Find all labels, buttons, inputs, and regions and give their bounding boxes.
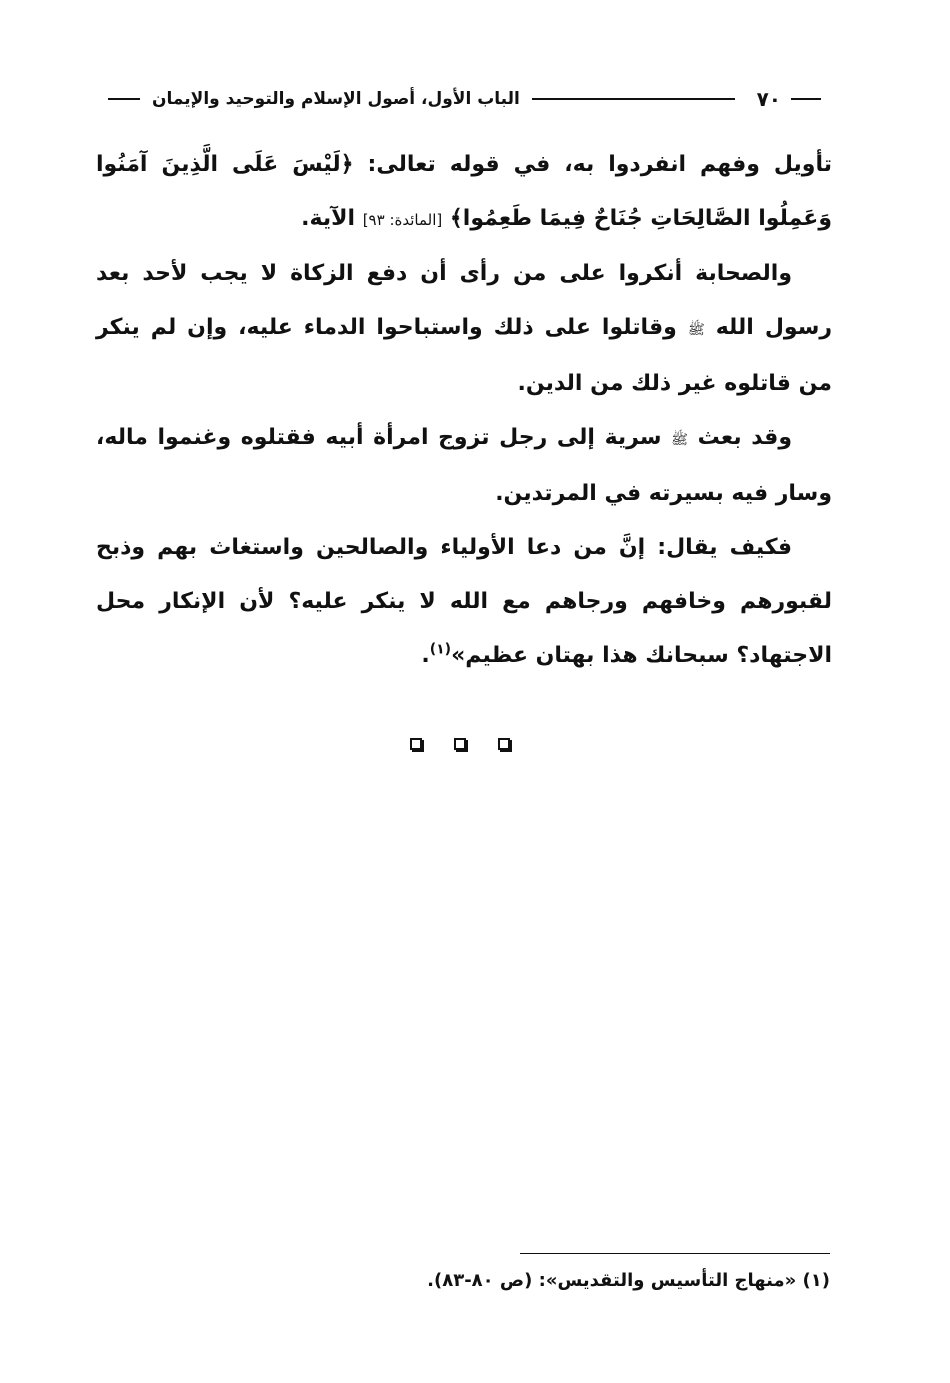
paragraph-3-part2: سرية إلى رجل تزوج امرأة أبيه فقتلوه وغنموا ماله، وسار فيه بسيرته في المرتدين.	[96, 425, 832, 506]
footnote-marker: (١)	[429, 641, 452, 658]
paragraph-1	[96, 138, 832, 247]
paragraph-3-part1: وقد بعث	[697, 425, 792, 450]
paragraph-2-part2: وقاتلوا على ذلك واستباحوا الدماء عليه، وإن لم ينكر من قاتلوه غير ذلك من الدين.	[96, 315, 832, 396]
running-title: الباب الأول، أصول الإسلام والتوحيد والإيمان	[152, 89, 520, 109]
quran-reference: [المائدة: ٩٣]	[362, 211, 443, 229]
footnote	[96, 1266, 830, 1296]
header-rule	[532, 98, 735, 100]
paragraph-1-tail: الآية.	[301, 206, 356, 231]
paragraph-2	[96, 247, 832, 411]
footnote-text: (١) «منهاج التأسيس والتقديس»: (ص ٨٠-٨٣).	[427, 1270, 830, 1291]
honorific-symbol: ﷺ	[687, 322, 705, 338]
header-dash-left	[108, 98, 140, 100]
separator-box-icon	[454, 738, 466, 750]
page-header	[96, 84, 831, 114]
paragraph-3	[96, 411, 832, 521]
section-separator	[410, 738, 510, 754]
page-number: ٧٠	[756, 87, 781, 111]
paragraph-2-part1: والصحابة أنكروا على من رأى أن دفع الزكاة لا يجب لأحد بعد رسول الله	[96, 261, 832, 340]
paragraph-1-text: تأويل وفهم انفردوا به، في قوله تعالى: ﴿لَيْسَ عَلَى الَّذِينَ آمَنُوا وَعَمِلُوا الصَّالِحَاتِ جُنَاحٌ فِيمَا طَعِمُوا﴾	[96, 152, 832, 231]
separator-box-icon	[410, 738, 422, 750]
paragraph-4	[96, 521, 832, 683]
honorific-symbol: ﷺ	[671, 432, 689, 448]
paragraph-4-text: فكيف يقال: إنَّ من دعا الأولياء والصالحين واستغاث بهم وذبح لقبورهم وخافهم ورجاهم مع الله لا ينكر عليه؟ لأن الإنكار محل الاجتهاد؟ سبحانك هذا بهتان عظيم»	[96, 535, 832, 668]
separator-box-icon	[498, 738, 510, 750]
main-text	[96, 138, 832, 683]
paragraph-4-end: .	[421, 643, 430, 668]
footnote-rule	[520, 1253, 830, 1254]
header-dash-right	[791, 98, 821, 100]
